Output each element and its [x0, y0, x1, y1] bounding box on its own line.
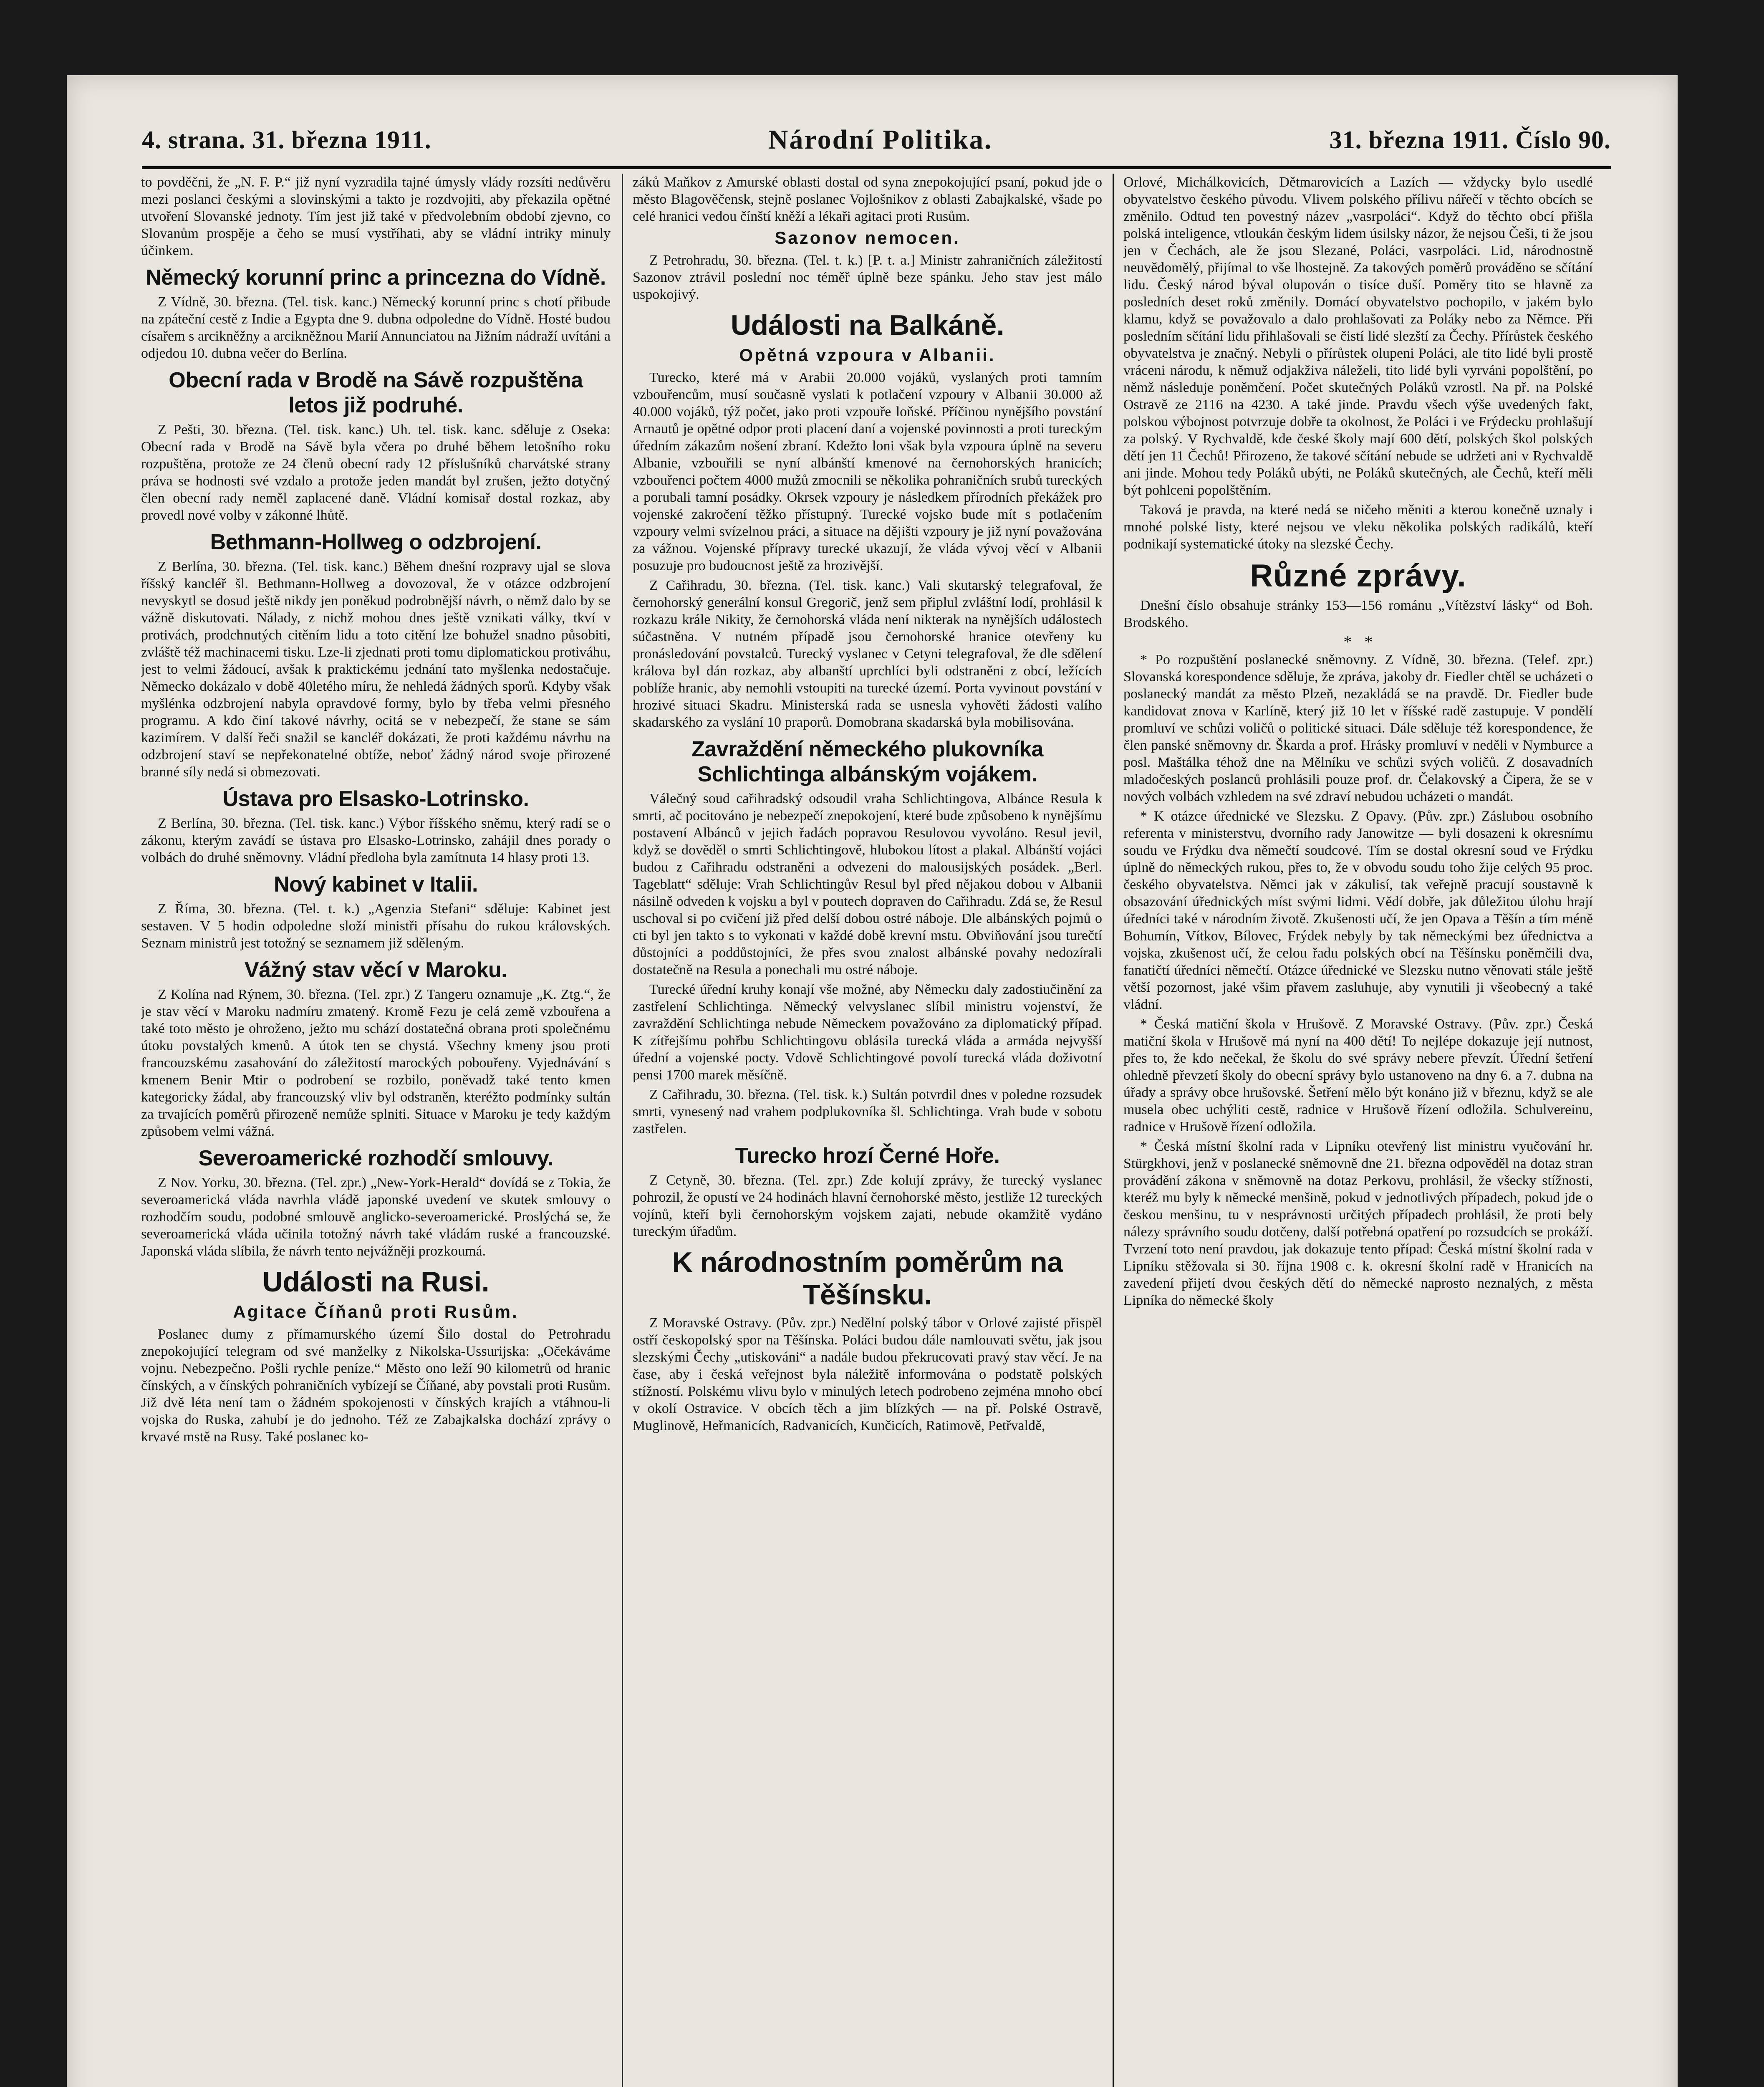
article-paragraph: Z Vídně, 30. března. (Tel. tisk. kanc.) Německý korunní princ s chotí přibude na zpáteční cestě z Indie a Egypta dne 9. dubna odpoledne do Vídně. Hosté budou císařem s arcikněžny a arcikněžnou Marií Annunciatou na Jižním nádraží uvítáni a odjedou 10. dubna večer do Berlína. [141, 294, 611, 361]
column-2 [633, 174, 1102, 2087]
headline-tesin-nationality: K národnostním poměrům na Těšínsku. [672, 1246, 1063, 1311]
article-continuation: to povděčni, že „N. F. P.“ již nyní vyzradila tajné úmysly vlády rozsíti nedůvěru mezi poslanci českými a slovinskými a takto je rozdvojiti, aby překazila opětné utvoření Slovanské jednoty. Tím jest již také v předvolebním období zjevno, co Slovanům prospěje a čeho se musí vystříhati, aby se vládní intriky minuly účinkem. [141, 174, 611, 258]
news-item: * Po rozpuštění poslanecké sněmovny. Z Vídně, 30. března. (Telef. zpr.) Slovanská korespondence sděluje, že zpráva, jakoby dr. Fiedler chtěl se ucházeti o poslanecký mandát za město Plzeň, nezakládá se na pravdě. Dr. Fiedler bude kandidovat znova v Karlíně, který již 10 let v říšské radě zastupuje. V pondělí promluví ve schůzi voličů o politické situaci. Dále sděluje též korespondence, že člen panské sněmovny dr. Škarda a prof. Hrásky promluví v neděli v Nymburce a posl. Maštálka téhož dne na Mělníku ve schůzi svých voličů. Z dosavadních mladočeských poslanců prohlásili pouze prof. dr. Čelakovský a Čipera, že se v nových volbách vzhledem na své zdraví nebudou ucházeti o mandát. [1123, 652, 1593, 804]
subheading-albania-revolt: Opětná vzpoura v Albanii. [739, 345, 996, 365]
article-continuation: Orlové, Michálkovicích, Dětmarovicích a Lazích — vždycky bylo usedlé obyvatelstvo českého původu. Vlivem polského přílivu nářečí v těchto obcích se změnilo. Odtud ten povestný název „vasrpoláci“. Když do těchto obcí přišla polská inteligence, vtloukán českým lidem úsilsky názor, že nejsou Češi, ti že jsou jen v Čechách, ale že jsou Slezané, Poláci, vasrpoláci. Lid, národnostně neuvědomělý, přijímal to vše lhostejně. Za takových poměrů prováděno se sčítání lidu. Český národ býval olupován o tisíce duší. Poměry tito se hlavně za posledních deset roků změnily. Domácí obyvatelstvo pochopilo, v jakém bylo klamu, když se považovalo a dalo prohlašovati za Poláky nebo za Němce. Při posledním sčítání lidu přihlašovali se čistí lidé slezští za Čechy. Přírůstek českého obyvatelstva je značný. Nebyli o přírůstek olupeni Poláci, ale tito lidé byli prostě vráceni národu, k němuž odjakživa náleželi, tito lidé byli vyrváni popolštění, po němž následuje poněmčení. Počet skutečných Poláků vzrostl. Na př. na Polské Ostravě ze 2116 na 4230. A také jinde. Pravdu všech výše uvedených fakt, polskou výbojnost potvrzuje dobře ta okolnost, že Poláci i ve Frýdecku prohlašují za polský. V Rychvaldě, kde české školy mají 600 dětí, polských škol polských dětí jen 11 Čechů! Přirozeno, že takové sčítání nebude se udržeti ani v Rychvaldě ani jinde. Mohou tedy Poláků ubýti, ne Poláků skutečných, ale Čechů, kteří měli být pohlceni popolštěním. [1123, 174, 1593, 498]
news-item: * K otázce úřednické ve Slezsku. Z Opavy. (Pův. zpr.) Záslubou osobního referenta v ministerstvu, dvorního rady Janowitze — byli dosazeni k okresnímu soudu ve Frýdku dva němečtí soudcové. Tím se dostal okresní soud ve Frýdku úplně do německých rukou, přes to, že v obvodu soudu toho žije celých 95 proc. českého obyvatelstva. Němci jak v zákulisí, tak veřejně pracují soustavně k obsazování úřednických míst svými lidmi. Vědí dobře, jak důležitou úlohu hrají úředníci také v národním životě. Zkušenosti učí, že jen Opava a Těšín a tím méně Bohumín, Vítkov, Bílovec, Frýdek nebyly by tak německými bez úřednictva a vojska, zkušenost učí, že celou řadu polských obcí na Těšínsku poněmčili dva, fanatičtí úředníci němečtí. Otázce úřednické ve Slezsku nutno věnovati stále ještě větší pozornost, jaké všim přavem zasluhuje, aby vynutili ji všeobecný a také vládní. [1123, 809, 1593, 1012]
article-paragraph: Z Kolína nad Rýnem, 30. března. (Tel. zpr.) Z Tangeru oznamuje „K. Ztg.“, že je stav věcí v Maroku nadmíru zmatený. Kromě Fezu je celá země vzbouřena a také toto město je ohroženo, ježto mu schází dostatečná obrana proti společnému útoku povstalých kmenů. A útok ten se chystá. Všechny kmeny jsou proti francouzskému zasahování do záležitostí marockých pobouřeny. Vyjednávání s kmenem Benir Mtir o podrobení se rozbilo, poněvadž také tento kmen kategoricky žádal, aby francouzský vliv byl odstraněn, kteréžto podmínky sultán za trvajících poměrů přirozeně nemůže splniti. Situace v Maroku je tedy každým způsobem velmi vážná. [141, 987, 611, 1139]
column-divider-2 [1113, 174, 1114, 2087]
article-paragraph: Z Berlína, 30. března. (Tel. tisk. kanc.) Výbor říšského sněmu, který radí se o zákonu, kterým zavádí se ústava pro Elsasko-Lotrinsko, zahájil dnes porady o volbách do druhé sněmovny. Vládní předloha byla zamítnuta 14 hlasy proti 13. [141, 816, 611, 865]
headline-italy-cabinet: Nový kabinet v Italii. [274, 872, 478, 897]
headline-alsace-lorraine: Ústava pro Elsasko-Lotrinsko. [222, 787, 529, 811]
headline-arbitration-treaties: Severoamerické rozhodčí smlouvy. [198, 1146, 553, 1170]
headline-bethmann-hollweg: Bethmann-Hollweg o odzbrojení. [210, 530, 542, 554]
header-rule [142, 166, 1611, 169]
article-paragraph: Z Cařihradu, 30. března. (Tel. tisk. k.) Sultán potvrdil dnes v poledne rozsudek smrti, vynesený nad vrahem podplukovníka šl. Schlichtinga. Vrah bude v sobotu zastřelen. [633, 1087, 1102, 1137]
article-continuation: záků Maňkov z Amurské oblasti dostal od syna znepokojující psaní, pokud jde o město Blagověčensk, stejně poslanec Vojlošnikov z oblasti Zabajkalské, všade po celé hranici vedou čínští kněží a lékaři agitaci proti Rusům. [633, 174, 1102, 224]
masthead-title: Národní Politika. [768, 124, 993, 155]
novel-notice: Dnešní číslo obsahuje stránky 153—156 románu „Vítězství lásky“ od Boh. Brodského. [1123, 598, 1593, 630]
section-heading-various-news: Různé zprávy. [1250, 558, 1466, 594]
newspaper-page [67, 75, 1678, 2087]
section-heading-russia: Události na Rusi. [262, 1266, 490, 1298]
column-divider-1 [622, 174, 623, 2087]
headline-schlichting-murder: Zavraždění německého plukovníka Schlichtinga albánským vojákem. [691, 737, 1043, 786]
headline-brod-council: Obecní rada v Brodě na Sávě rozpuštěna letos již podruhé. [169, 368, 583, 417]
news-item: * Česká matiční škola v Hrušově. Z Moravské Ostravy. (Pův. zpr.) Česká matiční škola v Hrušově má nyní na 400 dětí! To nejlépe dokazuje její nutnost, přes to, že kdo nečekal, že školu do své správy nebere převzít. Úřední šetření ohledně převzetí školy do obecní správy bylo ustanoveno na dny 6. a 7. dubna na úřady a správy obce hrušovské. Šetření mělo být konáno již v březnu, když se ale musela obec uchýliti cestě, radnice v Hrušově řízení odložila. Schulvereinu, radnice v Hrušově řízení odložila. [1123, 1016, 1593, 1134]
article-paragraph: Z Cetyně, 30. března. (Tel. zpr.) Zde kolují zprávy, že turecký vyslanec pohrozil, že opustí ve 24 hodinách hlavní černohorské město, jestliže 12 tureckých vojínů, kteří byli černohorským vojskem zajati, nebude okamžitě vydáno tureckým úřadům. [633, 1172, 1102, 1239]
article-paragraph: Poslanec dumy z přímamurského území Šilo dostal do Petrohradu znepokojující telegram od své manželky z Nikolska-Ussurijska: „Očekáváme vojnu. Nebezpečno. Pošli rychle peníze.“ Město ono leží 90 kilometrů od hranic čínských, a v čínských pohraničních vybízejí se Číňané, aby povstali proti Rusům. Již dvě léta není tam o žádném spokojenosti v čínských krajích a vtáhnou-li vojska do Ruska, zahubí je do jednoho. Též ze Zabajkalska dochází zprávy o krvavé mstě na Rusy. Také poslanec ko- [141, 1326, 611, 1445]
article-paragraph: Válečný soud cařihradský odsoudil vraha Schlichtingova, Albánce Resula k smrti, ač pocitováno je nebezpečí znepokojení, které bude způsobeno k nynějšímu postavení Albánců v jejich řadách popravou Resulovou vyvoláno. Resul jevil, když se dověděl o smrti Schlichtingově, hlubokou lítost a plakal. Albánští vojáci budou z Cařihradu odstraněni a odvezeni do malousijských posádek. „Berl. Tageblatt“ sděluje: Vrah Schlichtingův Resul byl před nějakou dobou v Albanii násilně odveden k vojsku a byl v poutech dopraven do Cařihradu. Zdá se, že Resul uschoval si po cvičení již před delší dobou ostré náboje. Dle albánských pojmů o cti byl jen takto s to vykonati v každé době krevní mstu. Obviňování jsou turečtí důstojníci a poddůstojníci, že přes svou znalost albánské povahy nedozírali dostatečně na Resula a ponechali mu ostré náboje. [633, 791, 1102, 978]
page-header [142, 117, 1611, 163]
column-3 [1123, 174, 1593, 2087]
article-paragraph: Turecké úřední kruhy konají vše možné, aby Německu daly zadostiučinění za zastřelení Schlichtinga. Německý velvyslanec slíbil ministru vojenství, že zavraždění Schlichtinga nebude Německem považováno za diplomatický případ. K zítřejšímu pohřbu Schlichtingovu oblásila turecká vláda a armáda nejvyšší úřední a vojenské pocty. Vdově Schlichtingové povolí turecká vláda doživotní pensi 1700 marek měsíčně. [633, 982, 1102, 1083]
article-paragraph: Z Cařihradu, 30. března. (Tel. tisk. kanc.) Vali skutarský telegrafoval, že černohorský generální konsul Gregorič, jenž sem připlul zvláštní lodí, prohlásil k rozkazu krále Nikity, že černohorská vláda není nikterak na nynějších událostech súčastněna. V nutném případě jsou černohorské hranice otevřeny ku pronásledování povstalců. Turecký vyslanec v Cetyni telegrafoval, že dle sdělení králova byl dán rozkaz, aby albanští uprchlíci byli odstraněni z obcí, ležících poblíže hranic, aby nemohli vstoupiti na turecké území. Porta vyvinout povstání v hrozivé situaci Skadru. Ministerská rada se usnesla vyhověti žádosti valího skadarského za vyslání 10 praporů. Domobrana skadarská byla mobilisována. [633, 578, 1102, 730]
header-date-left: 4. strana. 31. března 1911. [142, 126, 432, 154]
article-paragraph: Z Pešti, 30. března. (Tel. tisk. kanc.) Uh. tel. tisk. kanc. sděluje z Oseka: Obecní rada v Brodě na Sávě byla včera po druhé během letošního roku rozpuštěna, protože ze 24 členů obecní rady 12 příslušníků charvátské strany práva se hodnosti své vzdalo a protože jeden mandát byl zrušen, ježto dotyčný člen obecní rady neměl zaplacené daně. Vládní komisař dostal rozkaz, aby provedl nové volby v zákonné lhůtě. [141, 422, 611, 523]
article-paragraph: Z Berlína, 30. března. (Tel. tisk. kanc.) Během dnešní rozpravy ujal se slova říšský kancléř šl. Bethmann-Hollweg a dovozoval, že v otázce odzbrojení nevyskytl se dosud ještě nikdy jen poněkud podrobnější návrh, o němž dalo by se vážně diskutovati. Nálady, z nichž mohou dnes ještě vznikati války, tkví v protivách, prodchnutých citěním lidu a toto citění lze bohužel snadno působiti, zvláště též machinacemi tisku. Lze-li zjednati proti tomu diplomatickou protiváhu, jest to velmi žádoucí, avšak k praktickému jednání tato myšlenka nedostačuje. Německo dokázalo v době 40letého míru, že nehledá žádných sporů. Kdyby však myšlénka odzbrojení nabyla opravdové formy, bylo by třeba velmi přesného programu. A kdo činí takové návrhy, ocitá se v nebezpečí, že stane se sám kazimírem. V další řeči snažil se kancléř dokázati, že proti každému návrhu na odzbrojení staví se nepřekonatelné obtíže, neboť žádný národ svoje přirozené branné síly nedá si obmezovati. [141, 559, 611, 780]
article-paragraph: Z Petrohradu, 30. března. (Tel. t. k.) [P. t. a.] Ministr zahraničních záležitostí Sazonov ztrávil poslední noc téměř úplně beze spánku. Jeho stav jest málo uspokojivý. [633, 253, 1102, 302]
article-paragraph: Z Říma, 30. března. (Tel. t. k.) „Agenzia Stefani“ sděluje: Kabinet jest sestaven. V 5 hodin odpoledne složí ministři přísahu do rukou královských. Seznam ministrů jest totožný se seznamem již sděleným. [141, 901, 611, 951]
headline-turkey-montenegro: Turecko hrozí Černé Hoře. [735, 1144, 1000, 1168]
article-paragraph: Z Moravské Ostravy. (Pův. zpr.) Nedělní polský tábor v Orlové zajisté přispěl ostří českopolský spor na Těšínska. Poláci budou dále namlouvati světu, jak jsou slezskými Čechy „utiskováni“ a nadále budou překrucovati pravý stav věcí. Je na čase, aby i česká veřejnost byla náležitě informována o podstatě polských stížností. Polskému vlivu bylo v minulých letech podrobeno zejména mnoho obcí v okolí Ostravice. V obcích těch a jim blízkých — na př. Polské Ostravě, Muglinově, Heřmanicích, Radvanicích, Kunčicích, Ratimově, Petřvaldě, [633, 1315, 1102, 1433]
column-1 [141, 174, 611, 2087]
headline-german-crown-prince: Německý korunní princ a princezna do Vídně. [146, 265, 606, 290]
subheading-chinese-agitation: Agitace Číňanů proti Rusům. [233, 1302, 519, 1321]
header-date-right: 31. března 1911. Číslo 90. [1329, 126, 1611, 154]
separator-stars: * * [1343, 632, 1373, 651]
headline-morocco: Vážný stav věcí v Maroku. [244, 958, 507, 982]
article-paragraph: Taková je pravda, na které nedá se ničeho měniti a kterou konečně uznaly i mnohé polské listy, které nejsou ve vleku několika polských radikálů, kteří podnikají systematické útoky na slezské Čechy. [1123, 502, 1593, 552]
article-paragraph: Z Nov. Yorku, 30. března. (Tel. zpr.) „New-York-Herald“ dovídá se z Tokia, že severoamerická vláda navrhla vládě japonské uvedení ve skutek smlouvy o rozhodčím soudu, podobné smlouvě anglicko-severoamerické. Proslýchá se, že severoamerická vláda učinila totožný návrh také vládám ruské a francouzské. Japonská vláda slíbila, že návrh tento nejvážněji prozkoumá. [141, 1175, 611, 1259]
section-heading-balkans: Události na Balkáně. [730, 309, 1004, 341]
headline-sazonov: Sazonov nemocen. [775, 228, 960, 248]
article-paragraph: Turecko, které má v Arabii 20.000 vojáků, vyslaných proti tamním vzbouřencům, musí současně vyslati k potlačení vzpoury v Albanii 30.000 až 40.000 vojáků, týž počet, jako proti vzpouře loňské. Příčinou nynějšího povstání Arnautů je opětné odpor proti placení daní a vojenské povinnosti a proti tureckým úředním zákazům nošení zbraní. Kdežto loni však byla vzpoura úplně na severu Albanie, vzbouřili se nyní albánští kmenové na černohorských hranicích; vzbouřenci počtem 4000 mužů zmocnili se několika pohraničních srubů tureckých a porubali tamní posádky. Okrsek vzpoury je následkem přírodních překážek pro vojenské zakročení těžko přístupný. Turecké vojsko bude mít s potlačením vzpoury velmi svízelnou práci, a situace na dějišti vzpoury je již nyní považována za vážnou. Vojenské přípravy turecké ukazují, že vláda vývoj věcí v Albanii posuzuje pro budoucnost ještě za hrozivější. [633, 370, 1102, 574]
news-item: * Česká místní školní rada v Lipníku otevřený list ministru vyučování hr. Stürgkhovi, jenž v poslanecké sněmovně dne 21. března odpověděl na dotaz stran provádění zákona v sněmovně na dotaz Perkovu, prohlásil, že všecky stížnosti, kteréž mu byly k německé menšině, pokud v jednotlivých případech, pokud jde o českou menšinu, tu v nesprávnosti určitých případech prohlásil, že proti bely nálezy správního soudu dotčeny, další potřebná opatření po rozsudcích se prokáží. Tvrzení toto není pravdou, jak dokazuje tento případ: Česká místní školní rada v Lipníku stěžovala si 30. října 1908 c. k. okresní školní radě v Hranicích na zavedení přijetí dvou českých dětí do německé naprosto neznalých, z města Lipníka do německé školy [1123, 1139, 1593, 1308]
